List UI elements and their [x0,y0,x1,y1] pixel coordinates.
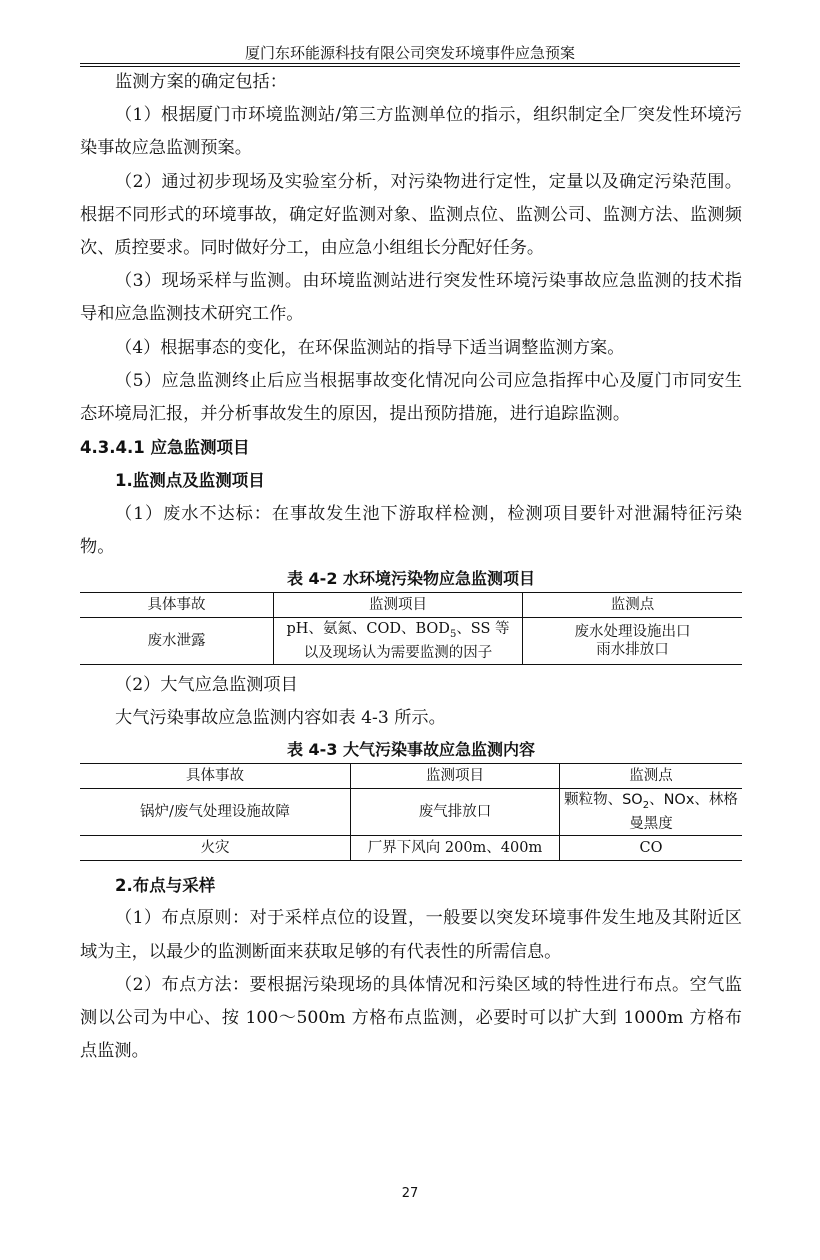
paragraph-item-4: （4）根据事态的变化，在环保监测站的指导下适当调整监测方案。 [115,337,625,358]
table-cell-accident: 锅炉/废气处理设施故障 [80,789,351,836]
table-row [80,618,742,665]
table-header-row [80,764,742,789]
sub-heading-layout-sampling: 2.布点与采样 [115,876,216,896]
table-row [80,836,742,861]
sub-heading-monitoring-points: 1.监测点及监测项目 [115,471,265,491]
point-post: 、NOx、林格曼黑度 [629,792,738,833]
items-line1: pH、氨氮、COD、BOD [286,621,450,638]
air-monitoring-table [80,763,742,861]
point-line1: 废水处理设施出口 [574,623,691,640]
table-header-cell: 监测点 [560,764,743,789]
table-header-cell: 监测项目 [351,764,560,789]
paragraph-intro: 监测方案的确定包括： [115,72,287,92]
table-cell-accident: 火灾 [80,836,351,861]
paragraph-layout-principle: （1）布点原则：对于采样点位的设置，一般要以突发环境事件发生地及其附近区域为主，以最少的监测断面来获取足够的有代表性的所需信息。 [80,908,742,962]
table1-caption: 表 4-2 水环境污染物应急监测项目 [286,569,536,589]
table-header-row [80,593,742,618]
section-heading: 4.3.4.1 应急监测项目 [80,438,250,458]
table-header-cell: 监测项目 [274,593,523,618]
paragraph-layout-method: （2）布点方法：要根据污染现场的具体情况和污染区域的特性进行布点。空气监测以公司为中心、按 100～500m 方格布点监测，必要时可以扩大到 1000m 方格布点监测。 [80,974,742,1062]
table-header-cell: 具体事故 [80,593,274,618]
point-pre: 颗粒物、SO [564,792,643,809]
paragraph-item-3: （3）现场采样与监测。由环境监测站进行突发性环境污染事故应急监测的技术指导和应急监测技术研究工作。 [80,271,742,325]
table-cell-point [560,789,743,836]
paragraph-wastewater: （1）废水不达标：在事故发生池下游取样检测，检测项目要针对泄漏特征污染物。 [80,503,742,557]
table-cell-items [274,618,523,665]
table-cell-accident: 废水泄露 [80,618,274,665]
water-monitoring-table [80,592,742,665]
page-header: 厦门东环能源科技有限公司突发环境事件应急预案 [244,44,575,62]
paragraph-item-1: （1）根据厦门市环境监测站/第三方监测单位的指示，组织制定全厂突发性环境污染事故应急监测预案。 [80,105,742,159]
paragraph-item-2: （2）通过初步现场及实验室分析，对污染物进行定性，定量以及确定污染范围。根据不同形式的环境事故，确定好监测对象、监测点位、监测公司、监测方法、监测频次、质控要求。同时做好分工，由应急小组组长分配好任务。 [80,171,742,259]
paragraph-air-title: （2）大气应急监测项目 [115,674,298,695]
table-header-cell: 监测点 [523,593,743,618]
page-content [80,66,742,1068]
table-row [80,789,742,836]
point-line2: 雨水排放口 [596,641,669,658]
items-subscript: 5 [449,628,457,640]
table-cell-point [523,618,743,665]
page-number: 27 [401,1186,419,1201]
table-cell-point: CO [560,836,743,861]
table2-caption: 表 4-3 大气污染事故应急监测内容 [286,740,536,760]
paragraph-item-5: （5）应急监测终止后应当根据事故变化情况向公司应急指挥中心及厦门市同安生态环境局汇报，并分析事故发生的原因，提出预防措施，进行追踪监测。 [80,370,742,425]
table-cell-item: 废气排放口 [351,789,560,836]
paragraph-air-desc: 大气污染事故应急监测内容如表 4-3 所示。 [115,708,446,729]
point-subscript: 2 [642,800,650,812]
table-cell-item: 厂界下风向 200m、400m [351,836,560,861]
items-line1-end: 、SS 等 [456,621,510,638]
header-rule-thick [80,63,740,64]
items-line2: 以及现场认为需要监测的因子 [303,644,493,661]
table-header-cell: 具体事故 [80,764,351,789]
